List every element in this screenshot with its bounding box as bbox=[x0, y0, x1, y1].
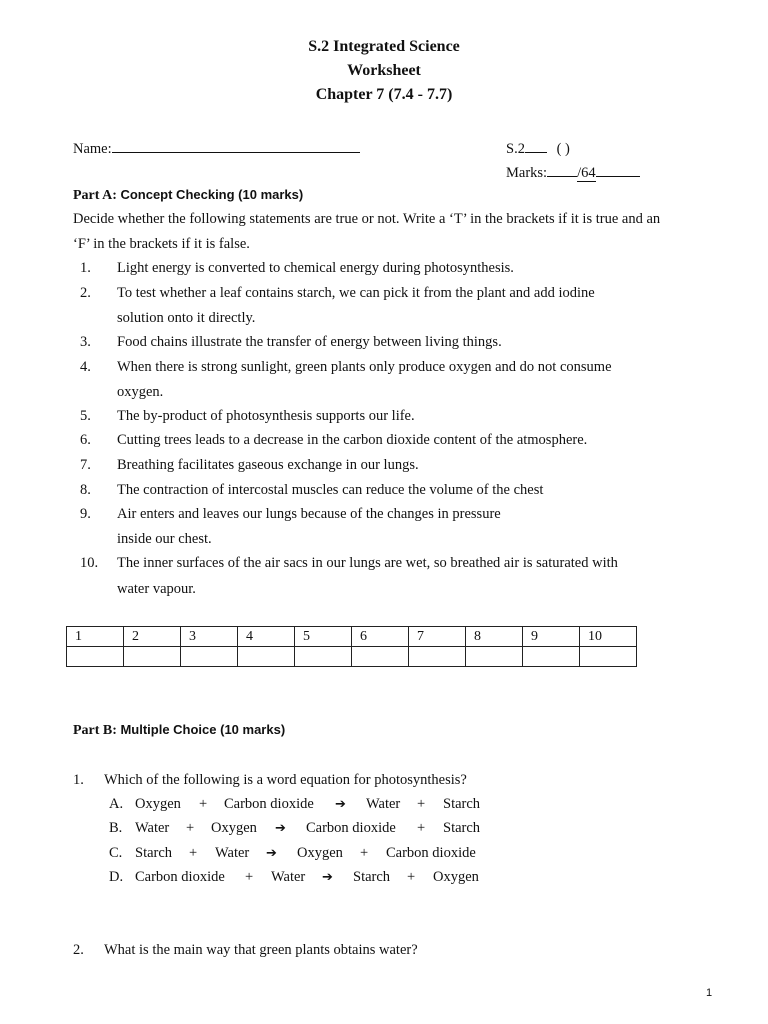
plus-sign: + bbox=[199, 796, 208, 812]
answer-blank-cell[interactable] bbox=[181, 647, 238, 667]
statement-text: Light energy is converted to chemical energy during photosynthesis. bbox=[117, 260, 514, 276]
statement-text: Air enters and leaves our lungs because of the changes in pressure bbox=[117, 506, 501, 522]
marks-label: Marks: bbox=[506, 165, 548, 181]
question-text: What is the main way that green plants obtains water? bbox=[104, 942, 418, 958]
plus-sign: + bbox=[189, 845, 198, 861]
marks-total: /64 bbox=[577, 165, 596, 181]
plus-sign: + bbox=[360, 845, 369, 861]
statement-text: When there is strong sunlight, green plants only produce oxygen and do not consume bbox=[117, 359, 612, 375]
answer-header-cell: 3 bbox=[181, 627, 238, 647]
worksheet-type-title: Worksheet bbox=[347, 62, 421, 79]
option-reactant-1: Oxygen bbox=[135, 796, 181, 812]
class-number-brackets: ( ) bbox=[556, 141, 570, 157]
name-blank bbox=[112, 138, 360, 153]
statement-text: Breathing facilitates gaseous exchange in our lungs. bbox=[117, 457, 419, 473]
option-letter: A. bbox=[109, 796, 124, 812]
part-a-instructions-line2: ‘F’ in the brackets if it is false. bbox=[73, 236, 250, 252]
statement-text: Food chains illustrate the transfer of energy between living things. bbox=[117, 334, 502, 350]
plus-sign: + bbox=[245, 869, 254, 885]
option-reactant-2: Water bbox=[271, 869, 306, 885]
answer-header-cell: 8 bbox=[466, 627, 523, 647]
answer-header-cell: 2 bbox=[124, 627, 181, 647]
option-reactant-2: Carbon dioxide bbox=[224, 796, 314, 812]
option-product-2: Starch bbox=[443, 820, 481, 836]
statement-text-cont: oxygen. bbox=[117, 384, 164, 400]
statement-text: Cutting trees leads to a decrease in the carbon dioxide content of the atmosphere. bbox=[117, 432, 588, 448]
chapter-title: Chapter 7 (7.4 - 7.7) bbox=[315, 86, 453, 103]
option-reactant-2: Water bbox=[215, 845, 250, 861]
class-blank bbox=[525, 138, 547, 153]
option-product-2: Starch bbox=[443, 796, 481, 812]
marks-blank bbox=[547, 162, 577, 177]
statement-number: 6. bbox=[80, 432, 91, 448]
answer-blank-cell[interactable] bbox=[124, 647, 181, 667]
answer-blank-cell[interactable] bbox=[67, 647, 124, 667]
right-arrow-icon: ➔ bbox=[275, 821, 286, 836]
part-a-label: Part A: bbox=[73, 188, 117, 203]
statement-text: The inner surfaces of the air sacs in our lungs are wet, so breathed air is saturated with bbox=[117, 555, 618, 571]
option-product-1: Oxygen bbox=[297, 845, 343, 861]
option-reactant-1: Carbon dioxide bbox=[135, 869, 225, 885]
question-number: 1. bbox=[73, 772, 84, 788]
answer-blank-cell[interactable] bbox=[352, 647, 409, 667]
option-product-1: Starch bbox=[353, 869, 391, 885]
statement-text: The contraction of intercostal muscles can reduce the volume of the chest bbox=[117, 482, 544, 498]
option-letter: D. bbox=[109, 869, 124, 885]
part-a-answer-table bbox=[66, 626, 637, 667]
part-a-instructions-line1: Decide whether the following statements are true or not. Write a ‘T’ in the brackets if it is true and an bbox=[73, 211, 661, 227]
answer-header-cell: 7 bbox=[409, 627, 466, 647]
statement-number: 7. bbox=[80, 457, 91, 473]
statement-number: 4. bbox=[80, 359, 91, 375]
answer-header-cell: 1 bbox=[67, 627, 124, 647]
statement-number: 2. bbox=[80, 285, 91, 301]
answer-header-cell: 10 bbox=[580, 627, 637, 647]
answer-blank-cell[interactable] bbox=[523, 647, 580, 667]
statement-text: To test whether a leaf contains starch, we can pick it from the plant and add iodine bbox=[117, 285, 595, 301]
statement-number: 10. bbox=[80, 555, 99, 571]
statement-number: 8. bbox=[80, 482, 91, 498]
worksheet-subject-title: S.2 Integrated Science bbox=[308, 38, 460, 55]
name-field bbox=[73, 138, 360, 158]
statement-number: 9. bbox=[80, 506, 91, 522]
right-arrow-icon: ➔ bbox=[335, 797, 346, 812]
option-letter: C. bbox=[109, 845, 123, 861]
answer-blank-cell[interactable] bbox=[238, 647, 295, 667]
statement-number: 1. bbox=[80, 260, 91, 276]
answer-blank-cell[interactable] bbox=[580, 647, 637, 667]
option-product-2: Oxygen bbox=[433, 869, 479, 885]
statement-number: 5. bbox=[80, 408, 91, 424]
plus-sign: + bbox=[186, 820, 195, 836]
part-a-heading bbox=[73, 187, 303, 204]
right-arrow-icon: ➔ bbox=[266, 846, 277, 861]
option-reactant-2: Oxygen bbox=[211, 820, 257, 836]
answer-blank-cell[interactable] bbox=[295, 647, 352, 667]
option-reactant-1: Starch bbox=[135, 845, 173, 861]
right-arrow-icon: ➔ bbox=[322, 870, 333, 885]
part-a-title: Concept Checking (10 marks) bbox=[120, 187, 304, 202]
statement-text-cont: solution onto it directly. bbox=[117, 310, 256, 326]
statement-text-cont: inside our chest. bbox=[117, 531, 212, 547]
statement-text-cont: water vapour. bbox=[117, 581, 196, 597]
option-product-2: Carbon dioxide bbox=[386, 845, 476, 861]
answer-header-cell: 6 bbox=[352, 627, 409, 647]
answer-header-cell: 9 bbox=[523, 627, 580, 647]
statement-number: 3. bbox=[80, 334, 91, 350]
marks-trailing-blank bbox=[596, 162, 640, 177]
plus-sign: + bbox=[417, 796, 426, 812]
answer-table-blank-row bbox=[67, 647, 637, 667]
page-number: 1 bbox=[706, 987, 713, 999]
plus-sign: + bbox=[417, 820, 426, 836]
answer-header-cell: 5 bbox=[295, 627, 352, 647]
part-b-label: Part B: bbox=[73, 723, 117, 738]
answer-blank-cell[interactable] bbox=[409, 647, 466, 667]
option-reactant-1: Water bbox=[135, 820, 170, 836]
answer-blank-cell[interactable] bbox=[466, 647, 523, 667]
part-b-heading bbox=[73, 722, 285, 739]
part-b-title: Multiple Choice (10 marks) bbox=[120, 722, 286, 737]
plus-sign: + bbox=[407, 869, 416, 885]
question-number: 2. bbox=[73, 942, 84, 958]
option-letter: B. bbox=[109, 820, 123, 836]
statement-text: The by-product of photosynthesis supports our life. bbox=[117, 408, 415, 424]
option-product-1: Water bbox=[366, 796, 401, 812]
answer-table-header-row bbox=[67, 627, 637, 647]
class-label: S.2 bbox=[506, 141, 525, 157]
question-text: Which of the following is a word equation for photosynthesis? bbox=[104, 772, 467, 788]
marks-field bbox=[506, 162, 640, 182]
class-field bbox=[506, 138, 570, 158]
option-product-1: Carbon dioxide bbox=[306, 820, 396, 836]
answer-header-cell: 4 bbox=[238, 627, 295, 647]
name-label: Name: bbox=[73, 141, 112, 157]
